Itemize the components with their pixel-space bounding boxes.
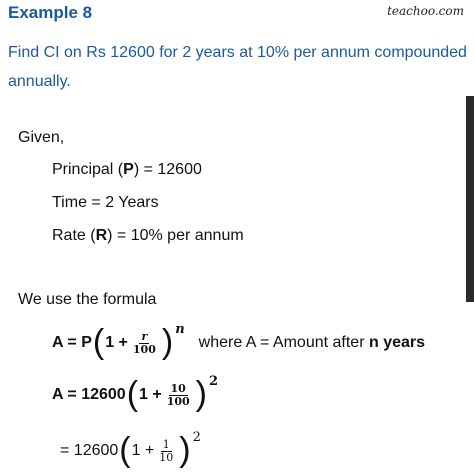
fraction-denominator: 10 — [159, 450, 174, 464]
rate-symbol: R — [95, 227, 108, 244]
formula-general — [52, 322, 426, 361]
rate-label: Rate ( — [52, 227, 96, 244]
fraction-denominator: 100 — [166, 394, 190, 408]
formula-general-one: 1 + — [105, 334, 128, 351]
formula-substituted — [52, 374, 219, 413]
fraction-numerator: 1 — [162, 437, 170, 451]
paren-open: ( — [92, 323, 105, 361]
brand-logo-text: teachoo.com — [387, 4, 464, 18]
given-heading: Given, — [18, 129, 65, 146]
fraction-r-over-100 — [131, 331, 158, 356]
paren-close: ) — [195, 375, 207, 413]
question-line-1: Find CI on Rs 12600 for 2 years at 10% per annum compounded — [8, 44, 467, 61]
paren-close: ) — [179, 431, 191, 469]
principal-value: ) = 12600 — [133, 161, 202, 178]
scrollbar[interactable] — [466, 96, 474, 302]
paren-open: ( — [119, 431, 131, 469]
fraction-10-over-100 — [165, 383, 192, 408]
principal-label: Principal ( — [52, 161, 124, 178]
formula-substituted-one: 1 + — [139, 386, 162, 403]
paren-close: ) — [161, 323, 174, 361]
exponent-2: 2 — [209, 374, 219, 389]
formula-intro: We use the formula — [18, 291, 157, 308]
formula-where-text: where A = Amount after — [198, 334, 365, 351]
paren-open: ( — [126, 375, 139, 413]
rate-line — [52, 227, 244, 245]
exponent-n: n — [175, 322, 185, 337]
formula-where-bold: n years — [368, 334, 426, 351]
fraction-denominator: 100 — [132, 342, 156, 356]
example-title: Example 8 — [8, 3, 93, 22]
formula-substituted-lhs: A = 12600 — [52, 386, 126, 403]
fraction-numerator: 10 — [170, 381, 186, 395]
fraction-1-over-10 — [157, 439, 175, 464]
time-line: Time = 2 Years — [52, 194, 159, 211]
rate-value: ) = 10% per annum — [107, 227, 244, 244]
principal-symbol: P — [123, 161, 134, 178]
exponent-2: 2 — [192, 430, 201, 445]
formula-simplified-lhs: = 12600 — [60, 442, 119, 459]
principal-line — [52, 161, 202, 179]
formula-simplified — [60, 430, 201, 469]
formula-simplified-one: 1 + — [131, 442, 155, 459]
question-line-2: annually. — [8, 73, 71, 90]
formula-general-lhs: A = P — [52, 334, 92, 351]
fraction-numerator: r — [141, 329, 148, 343]
